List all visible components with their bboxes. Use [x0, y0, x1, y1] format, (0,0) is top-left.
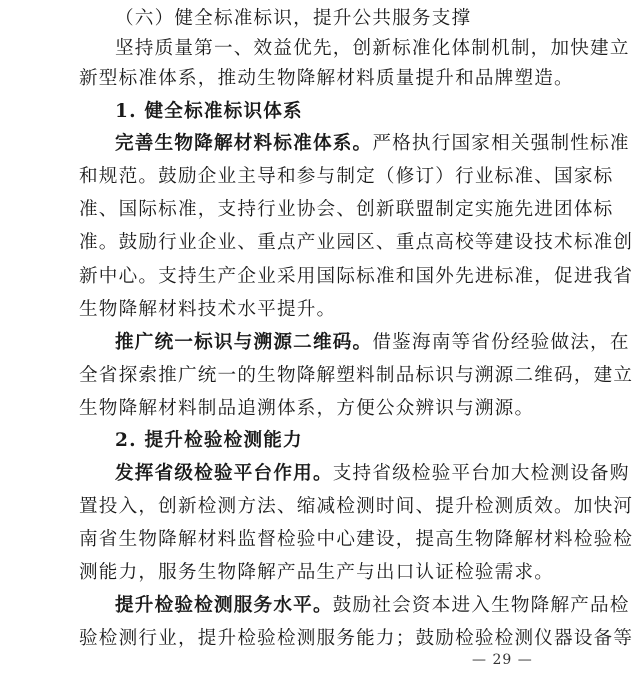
para-standards-lead: 完善生物降解材料标准体系。: [115, 133, 373, 154]
para-service-line-1: [115, 595, 630, 617]
section-heading: （六）健全标准标识，提升公共服务支撑: [115, 8, 472, 29]
para-standards-line-2: 和规范。鼓励企业主导和参与制定（修订）行业标准、国家标: [79, 166, 614, 187]
para-labeling-line-1: [115, 332, 630, 354]
para-standards-line-3: 准、国际标准，支持行业协会、创新联盟制定实施先进团体标: [79, 199, 614, 220]
para-standards-line-6: 生物降解材料技术水平提升。: [79, 299, 337, 320]
para-labeling-first-line: 借鉴海南等省份经验做法，在: [372, 332, 630, 353]
para-platform-lead: 发挥省级检验平台作用。: [115, 463, 333, 484]
para-standards-first-line: 严格执行国家相关强制性标准: [372, 133, 630, 154]
para-platform-line-1: [115, 463, 630, 485]
subsection-1-title: 1. 健全标准标识体系: [115, 101, 303, 122]
intro-line-1: 坚持质量第一、效益优先，创新标准化体制机制，加快建立: [115, 38, 630, 59]
para-standards-line-4: 准。鼓励行业企业、重点产业园区、重点高校等建设技术标准创: [79, 232, 634, 253]
para-platform-line-4: 测能力，服务生物降解产品生产与出口认证检验需求。: [79, 562, 555, 583]
para-standards-line-5: 新中心。支持生产企业采用国际标准和国外先进标准，促进我省: [79, 266, 634, 287]
intro-line-2: 新型标准体系，推动生物降解材料质量提升和品牌塑造。: [79, 68, 574, 89]
para-labeling-line-2: 全省探索推广统一的生物降解塑料制品标识与溯源二维码，建立: [79, 365, 634, 386]
para-service-lead: 提升检验检测服务水平。: [115, 595, 333, 616]
para-labeling-lead: 推广统一标识与溯源二维码。: [115, 332, 373, 353]
para-service-line-2: 验检测行业，提升检验检测服务能力；鼓励检验检测仪器设备等: [79, 628, 634, 649]
para-platform-line-3: 南省生物降解材料监督检验中心建设，提高生物降解材料检验检: [79, 529, 634, 550]
subsection-2-title: 2. 提升检验检测能力: [115, 430, 303, 451]
para-platform-line-2: 置投入，创新检测方法、缩减检测时间、提升检测质效。加快河: [79, 496, 634, 517]
page-number: — 29 —: [472, 652, 533, 668]
para-service-first-line: 鼓励社会资本进入生物降解产品检: [332, 595, 630, 616]
para-labeling-line-3: 生物降解材料制品追溯体系，方便公众辨识与溯源。: [79, 398, 535, 419]
para-platform-first-line: 支持省级检验平台加大检测设备购: [332, 463, 630, 484]
para-standards-line-1: [115, 133, 630, 155]
